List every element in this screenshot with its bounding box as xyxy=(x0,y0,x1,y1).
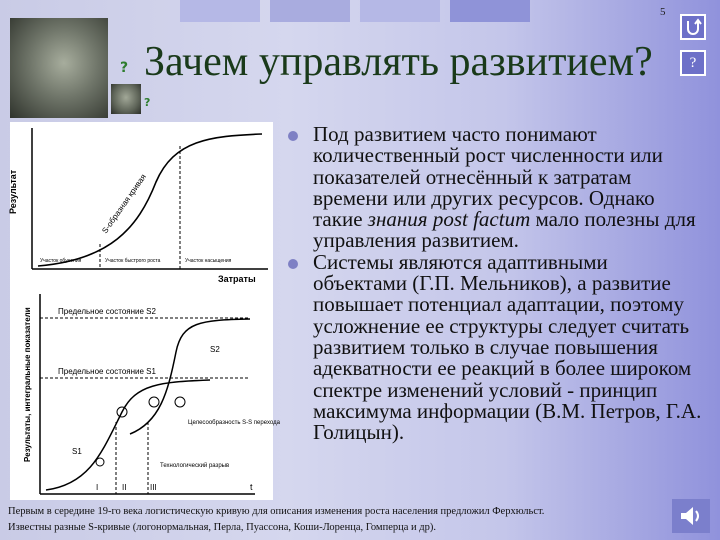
top-decor-bar xyxy=(180,0,530,22)
thinker-thumbnail xyxy=(111,84,141,114)
slide-title: Зачем управлять развитием? xyxy=(144,39,653,85)
top-ylabel: Результат xyxy=(8,169,18,214)
phase-label-3: Участок насыщения xyxy=(185,258,232,264)
return-arrow-icon xyxy=(684,18,702,36)
bullet-item xyxy=(288,124,704,252)
bullet-dot-icon xyxy=(288,131,298,141)
footnote-line-1: Первым в середине 19-го века логистическую кривую для описания изменения роста населения предложил Ферхюльст. xyxy=(8,506,545,517)
bottom-ylabel: Результаты, интегральные показатели xyxy=(23,307,32,462)
question-mark-icon: ? xyxy=(120,60,129,76)
slide-number: 5 xyxy=(660,6,666,18)
phase-label-2: Участок быстрого роста xyxy=(105,258,161,264)
transition-label: Целесообразность S-S перехода xyxy=(188,420,280,426)
speaker-button[interactable] xyxy=(672,499,710,533)
help-button[interactable] xyxy=(680,50,706,76)
bullet-text: Под развитием часто понимают количественный рост численности или показателей отнесённый к затратам времени или других ресурсов. Однако такие знания post factum мало полезны для управления развитием. xyxy=(313,122,696,253)
question-mark-icon-small: ? xyxy=(144,96,151,109)
limit-s1: Предельное состояние S1 xyxy=(58,367,156,376)
footnote xyxy=(8,504,544,536)
curve-label: S-образная кривая xyxy=(100,172,148,236)
speaker-icon xyxy=(678,505,704,527)
bottom-xlabel: t xyxy=(250,482,253,492)
stage-3: III xyxy=(150,483,157,492)
bullet-item xyxy=(288,249,704,445)
phase-label-1: Участок обучения xyxy=(40,258,82,264)
s2-label: S2 xyxy=(210,345,220,354)
stage-2: II xyxy=(122,483,127,492)
bullet-dot-icon xyxy=(288,259,298,269)
return-button[interactable] xyxy=(680,14,706,40)
help-icon: ? xyxy=(689,54,697,71)
stage-1: I xyxy=(96,483,99,492)
s-curve-figure xyxy=(8,122,280,500)
bullet-text: Системы являются адаптивными объектами (Г.П. Мельников), а развитие повышает потенциал адаптации, поэтому усложнение ее структуры следует считать развитием только в случае повышения адекватности ее реакций в более широком спектре изменений условий - принцип максимума информации (В.М. Петров, Г.А. Голицын). xyxy=(313,249,702,445)
footnote-line-2: Известны разные S-кривые (логонормальная, Перла, Пуассона, Коши-Лоренца, Гомперца и др). xyxy=(8,522,436,533)
gap-label: Технологический разрыв xyxy=(160,463,230,469)
bullet-list xyxy=(288,124,704,443)
top-xlabel: Затраты xyxy=(218,274,256,284)
thinker-portrait xyxy=(10,18,108,118)
limit-s2: Предельное состояние S2 xyxy=(58,307,156,316)
s1-label: S1 xyxy=(72,447,82,456)
